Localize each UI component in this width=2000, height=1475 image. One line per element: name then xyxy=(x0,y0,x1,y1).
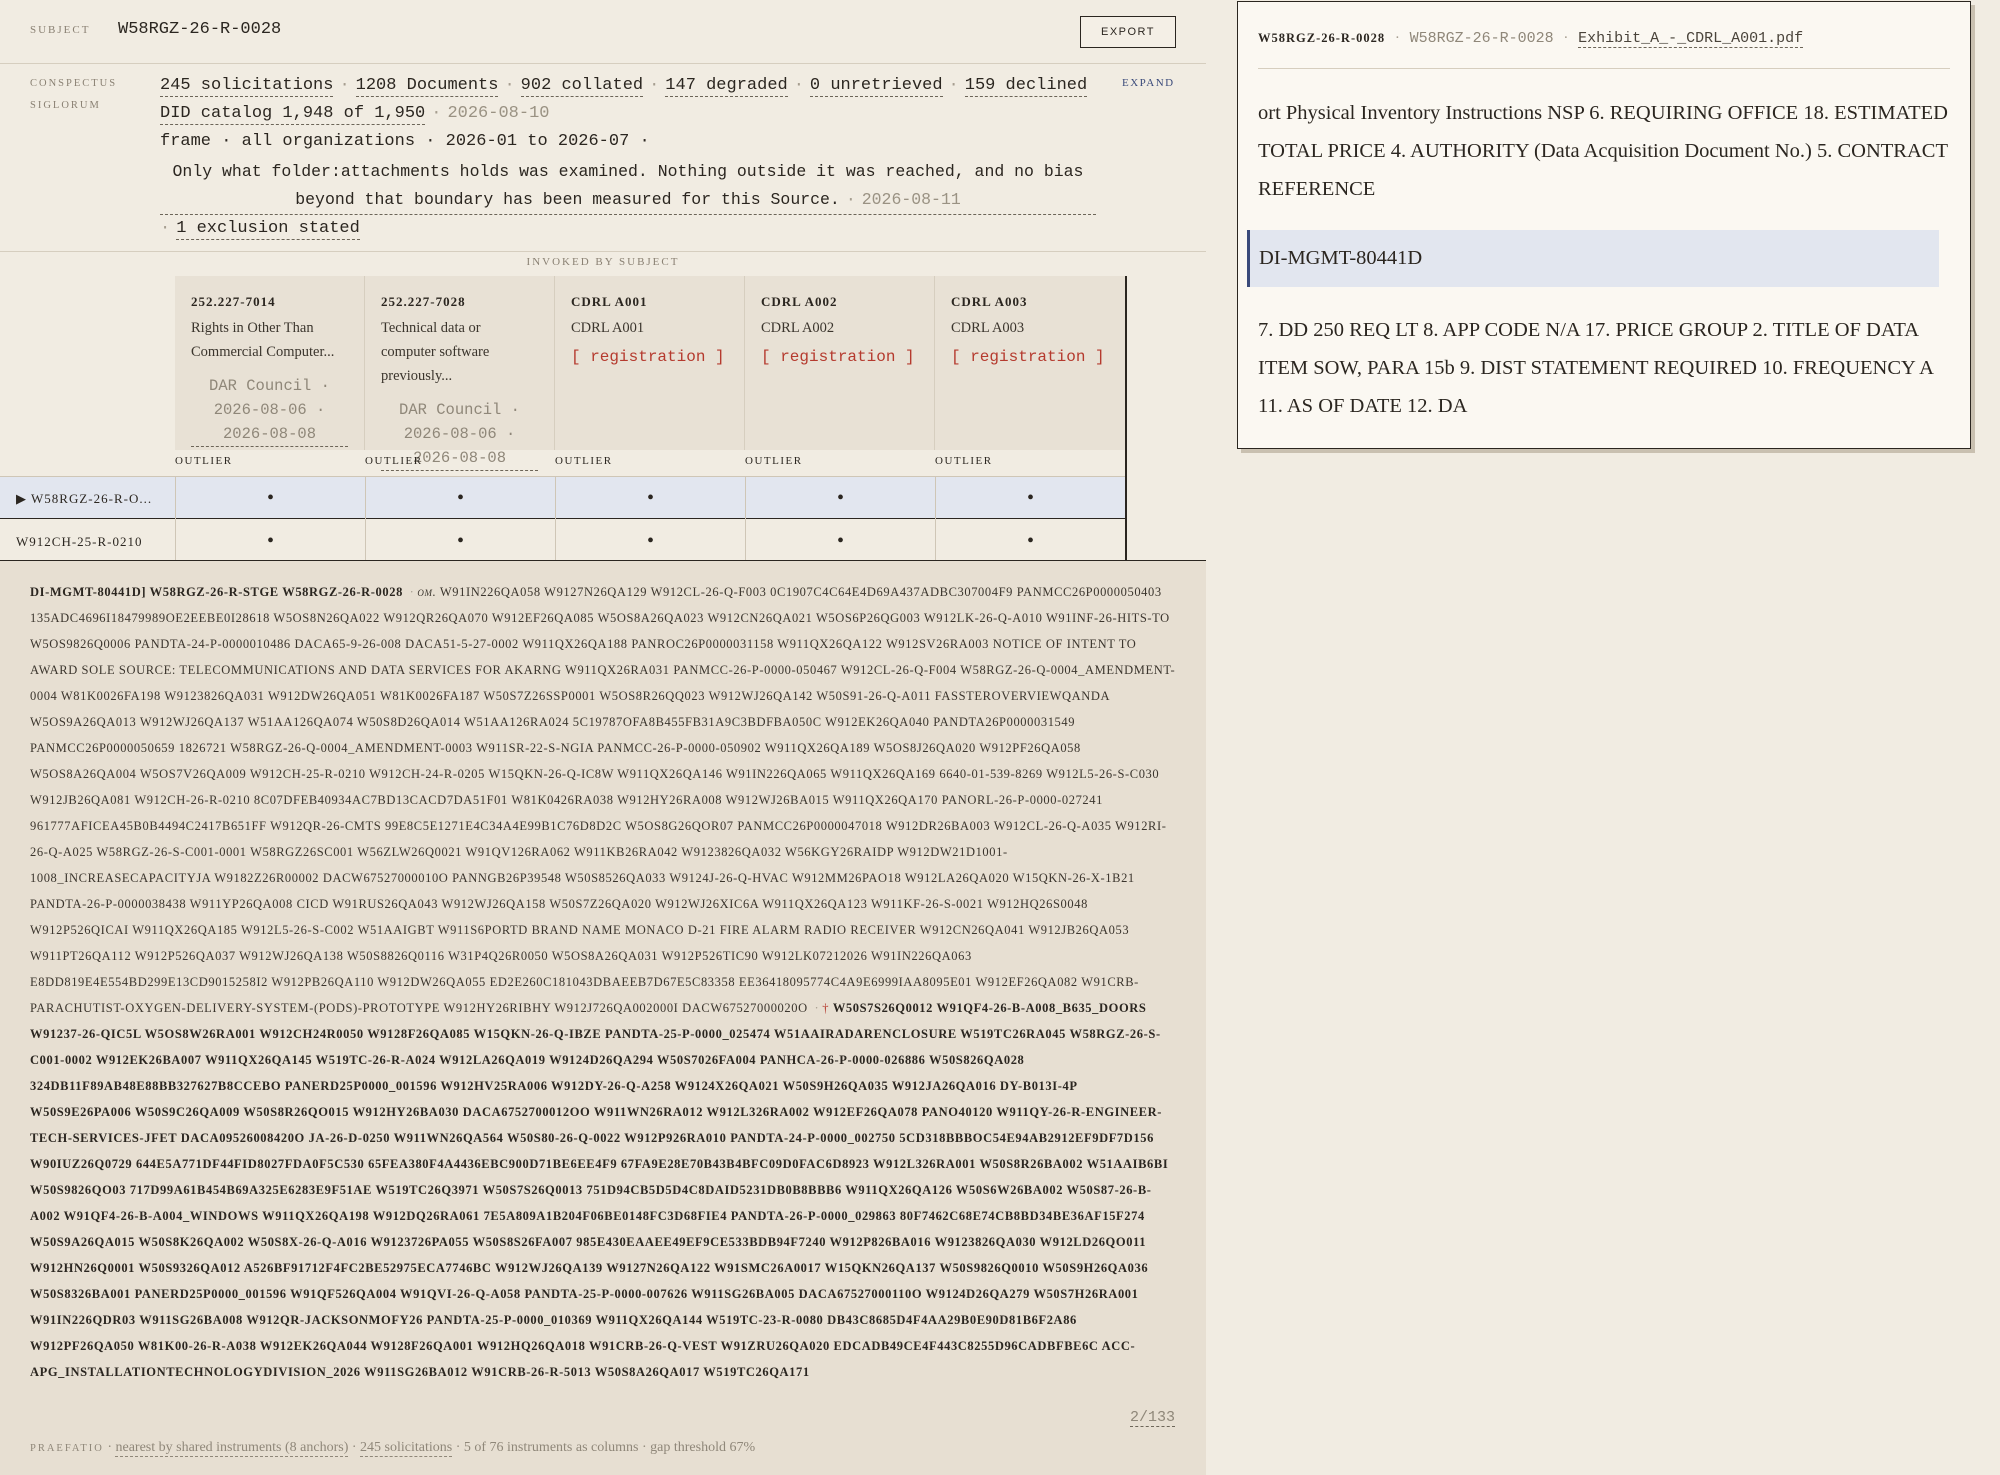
frame-line: frame · all organizations · 2026-01 to 2026-07 · xyxy=(160,132,650,151)
document-text-before: ort Physical Inventory Instructions NSP 6. REQUIRING OFFICE 18. ESTIMATED TOTAL PRICE 4. AUTHORITY (Data Acquisition Document No.) 5. CONTRACT REFERENCE xyxy=(1258,102,1948,200)
row-label: ▶ W58RGZ-26-R-O... xyxy=(16,491,153,506)
matrix-cell[interactable]: • xyxy=(175,477,365,520)
catalog-count[interactable]: DID catalog 1,948 of 1,950 xyxy=(160,104,426,123)
row-label: W912CH-25-R-0210 xyxy=(16,534,143,549)
registration-link[interactable]: [ registration ] xyxy=(761,348,915,366)
matrix-right-border xyxy=(1125,276,1127,560)
highlighted-match: DI-MGMT-80441D xyxy=(1247,230,1939,287)
matrix-row-selected[interactable] xyxy=(0,476,1127,519)
invoked-by-subject-label: INVOKED BY SUBJECT xyxy=(526,256,680,268)
outlier-label: OUTLIER xyxy=(935,455,993,467)
scope-statement: Only what folder:attachments holds was examined. Nothing outside it was reached, and no bias beyond that boundary has been measured for this Source. · 2026-08-11 xyxy=(160,158,1096,215)
column-cdrl-a002[interactable] xyxy=(745,276,935,450)
token-group-1[interactable]: W91IN226QA058 W9127N26QA129 W912CL-26-Q-F003 0C1907C4C64E4D69A437ADBC307004F9 PANMCC26P0000050403 135ADC4696I18479989OE2EEBE0I28618 W5OS8N26QA022 W912QR26QA070 W912EF26QA085 W5OS8A26QA023 W912CN26QA021 W5OS6P26QG003 W912LK-26-Q-A010 W91INF-26-HITS-TO W5OS9826Q0006 PANDTA-24-P-0000010486 DACA65-9-26-008 DACA51-5-27-0002 W911QX26QA188 PANROC26P0000031158 W911QX26QA122 W912SV26RA003 NOTICE OF INTENT TO AWARD SOLE SOURCE: TELECOMMUNICATIONS AND DATA SERVICES FOR AKARNG W911QX26RA031 PANMCC-26-P-0000-050467 W912CL-26-Q-F004 W58RGZ-26-Q-0004_AMENDMENT-0004 W81K0026FA198 W9123826QA031 W912DW26QA051 W81K0026FA187 W50S7Z26SSP0001 W5OS8R26QQ023 W912WJ26QA142 W50S91-26-Q-A011 FASSTEROVERVIEWQANDA W5OS9A26QA013 W912WJ26QA137 W51AA126QA074 W50S8D26QA014 W51AA126RA024 5C19787OFA8B455FB31A9C3BDFBA050C W912EK26QA040 PANDTA26P0000031549 PANMCC26P0000050659 1826721 W58RGZ-26-Q-0004_AMENDMENT-0003 W911SR-22-S-NGIA PANMCC-26-P-0000-050902 W911QX26QA189 W5OS8J26QA020 W912PF26QA058 W5OS8A26QA004 W5OS7V26QA009 W912CH-25-R-0210 W912CH-24-R-0205 W15QKN-26-Q-IC8W W911QX26QA146 W91IN226QA065 W911QX26QA169 6640-01-539-8269 W912L5-26-S-C030 W912JB26QA081 W912CH-26-R-0210 8C07DFEB40934AC7BD13CACD7DA51F01 W81K0426RA038 W912HY26RA008 W912WJ26BA015 W911QX26QA170 PANORL-26-P-0000-027241 961777AFICEA45B0B4494C2417B651FF W912QR-26-CMTS 99E8C5E1271E4C34A4E99B1C76D8D2C W5OS8G26QOR07 PANMCC26P0000047018 W912DR26BA003 W912CL-26-Q-A035 W912RI-26-Q-A025 W58RGZ-26-S-C001-0001 W58RGZ26SC001 W56ZLW26Q0021 W91QV126RA062 W911KB26RA042 W9123826QA032 W56KGY26RAIDP W912DW21D1001-1008_INCREASECAPACITYJA W9182Z26R00002 DACW67527000010O PANNGB26P39548 W50S8526QA033 W9124J-26-Q-HVAC W912MM26PAO18 W912LA26QA020 W15QKN-26-X-1B21 PANDTA-26-P-0000038438 W911YP26QA008 CICD W91RUS26QA043 W912WJ26QA158 W50S7Z26QA020 W912WJ26XIC6A W911QX26QA123 W911KF-26-S-0021 W912HQ26S0048 W912P526QICAI W911QX26QA185 W912L5-26-S-C002 W51AAIGBT W911S6PORTD BRAND NAME MONACO D-21 FIRE ALARM RADIO RECEIVER W912CN26QA041 W912JB26QA053 W911PT26QA112 W912P526QA037 W912WJ26QA138 W50S8826Q0116 W31P4Q26R0050 W5OS8A26QA031 W912P526TIC90 W912LK07212026 W91IN226QA063 E8DD819E4E554BD299E13CD9015258I2 W912PB26QA110 W912DW26QA055 ED2E260C181043DBAEEB7D67E5C83358 EE36418095774C4A9E6999IAA8095E01 W912EF26QA082 W91CRB-PARACHUTIST-OXYGEN-DELIVERY-SYSTEM-(PODS)-PROTOTYPE W912HY26RIBHY W912J726QA002000I DACW67527000020O xyxy=(30,585,1176,1015)
column-code: 252.227-7014 xyxy=(191,294,276,309)
exclusion-line: · 1 exclusion stated xyxy=(160,219,360,238)
matrix-cell[interactable]: • xyxy=(935,477,1125,520)
solicitation-token-panel xyxy=(0,560,1206,1475)
subject-value: W58RGZ-26-R-0028 xyxy=(118,20,282,39)
viewer-solicitation-mono: W58RGZ-26-R-0028 xyxy=(1409,30,1554,47)
stat-solicitations[interactable]: 245 solicitations xyxy=(160,76,334,95)
siglorum-label: SIGLORUM xyxy=(30,100,101,111)
scope-date: 2026-08-11 xyxy=(861,190,961,209)
column-meta: DAR Council · 2026-08-06 · 2026-08-08 xyxy=(191,374,348,447)
page-indicator[interactable]: 2/133 xyxy=(1130,1409,1176,1426)
viewer-divider xyxy=(1258,68,1950,69)
expand-button[interactable]: EXPAND xyxy=(1122,77,1175,89)
outlier-label: OUTLIER xyxy=(175,455,233,467)
registration-link[interactable]: [ registration ] xyxy=(571,348,725,366)
matrix-row[interactable] xyxy=(0,520,1127,563)
stat-declined[interactable]: 159 declined xyxy=(964,76,1088,95)
praefatio-label: PRAEFATIO xyxy=(30,1443,104,1454)
anchors-link[interactable]: nearest by shared instruments (8 anchors) xyxy=(115,1440,349,1455)
gap-threshold: gap threshold 67% xyxy=(650,1440,756,1455)
viewer-solicitation: W58RGZ-26-R-0028 xyxy=(1258,31,1386,45)
column-cdrl-a001[interactable] xyxy=(555,276,745,450)
columns-info: 5 of 76 instruments as columns xyxy=(463,1440,639,1455)
stats-line: 245 solicitations · 1208 Documents · 902 collated · 147 degraded · 0 unretrieved · 159 declined xyxy=(160,76,1088,95)
stat-unretrieved[interactable]: 0 unretrieved xyxy=(809,76,943,95)
solicitations-link[interactable]: 245 solicitations xyxy=(360,1440,453,1455)
outlier-label: OUTLIER xyxy=(365,455,423,467)
document-text-after: 7. DD 250 REQ LT 8. APP CODE N/A 17. PRICE GROUP 2. TITLE OF DATA ITEM SOW, PARA 15b 9. DIST STATEMENT REQUIRED 10. FREQUENCY A 11. AS OF DATE 12. DA xyxy=(1258,319,1933,417)
matrix-cell[interactable]: • xyxy=(175,520,365,563)
export-button[interactable]: EXPORT xyxy=(1080,16,1176,48)
registration-link[interactable]: [ registration ] xyxy=(951,348,1105,366)
column-code: 252.227-7028 xyxy=(381,294,466,309)
token-list: DI-MGMT-80441D] W58RGZ-26-R-STGE W58RGZ-26-R-0028 · om. W91IN226QA058 W9127N26QA129 W912CL-26-Q-F003 0C1907C4C64E4D69A437ADBC307004F9 PANMCC26P0000050403 135ADC4696I18479989OE2EEBE0I28618 W5OS8N26QA022 W912QR26QA070 W912EF26QA085 W5OS8A26QA023 W912CN26QA021 W5OS6P26QG003 W912LK-26-Q-A010 W91INF-26-HITS-TO W5OS9826Q0006 PANDTA-24-P-0000010486 DACA65-9-26-008 DACA51-5-27-0002 W911QX26QA188 PANROC26P0000031158 W911QX26QA122 W912SV26RA003 NOTICE OF INTENT TO AWARD SOLE SOURCE: TELECOMMUNICATIONS AND DATA SERVICES FOR AKARNG W911QX26RA031 PANMCC-26-P-0000-050467 W912CL-26-Q-F004 W58RGZ-26-Q-0004_AMENDMENT-0004 W81K0026FA198 W9123826QA031 W912DW26QA051 W81K0026FA187 W50S7Z26SSP0001 W5OS8R26QQ023 W912WJ26QA142 W50S91-26-Q-A011 FASSTEROVERVIEWQANDA W5OS9A26QA013 W912WJ26QA137 W51AA126QA074 W50S8D26QA014 W51AA126RA024 5C19787OFA8B455FB31A9C3BDFBA050C W912EK26QA040 PANDTA26P0000031549 PANMCC26P0000050659 1826721 W58RGZ-26-Q-0004_AMENDMENT-0003 W911SR-22-S-NGIA PANMCC-26-P-0000-050902 W911QX26QA189 W5OS8J26QA020 W912PF26QA058 W5OS8A26QA004 W5OS7V26QA009 W912CH-25-R-0210 W912CH-24-R-0205 W15QKN-26-Q-IC8W W911QX26QA146 W91IN226QA065 W911QX26QA169 6640-01-539-8269 W912L5-26-S-C030 W912JB26QA081 W912CH-26-R-0210 8C07DFEB40934AC7BD13CACD7DA51F01 W81K0426RA038 W912HY26RA008 W912WJ26BA015 W911QX26QA170 PANORL-26-P-0000-027241 961777AFICEA45B0B4494C2417B651FF W912QR-26-CMTS 99E8C5E1271E4C34A4E99B1C76D8D2C W5OS8G26QOR07 PANMCC26P0000047018 W912DR26BA003 W912CL-26-Q-A035 W912RI-26-Q-A025 W58RGZ-26-S-C001-0001 W58RGZ26SC001 W56ZLW26Q0021 W91QV126RA062 W911KB26RA042 W9123826QA032 W56KGY26RAIDP W912DW21D1001-1008_INCREASECAPACITYJA W9182Z26R00002 DACW67527000010O PANNGB26P39548 W50S8526QA033 W9124J-26-Q-HVAC W912MM26PAO18 W912LA26QA020 W15QKN-26-X-1B21 PANDTA-26-P-0000038438 W911YP26QA008 CICD W91RUS26QA043 W912WJ26QA158 W50S7Z26QA020 W912WJ26XIC6A W911QX26QA123 W911KF-26-S-0021 W912HQ26S0048 W912P526QICAI W911QX26QA185 W912L5-26-S-C002 W51AAIGBT W911S6PORTD BRAND NAME MONACO D-21 FIRE ALARM RADIO RECEIVER W912CN26QA041 W912JB26QA053 W911PT26QA112 W912P526QA037 W912WJ26QA138 W50S8826Q0116 W31P4Q26R0050 W5OS8A26QA031 W912P526TIC90 W912LK07212026 W91IN226QA063 E8DD819E4E554BD299E13CD9015258I2 W912PB26QA110 W912DW26QA055 ED2E260C181043DBAEEB7D67E5C83358 EE36418095774C4A9E6999IAA8095E01 W912EF26QA082 W91CRB-PARACHUTIST-OXYGEN-DELIVERY-SYSTEM-(PODS)-PROTOTYPE W912HY26RIBHY W912J726QA002000I DACW67527000020O · † W50S7S26Q0012 W91QF4-26-B-A008_B635_DOORS W91237-26-QIC5L W5OS8W26RA001 W912CH24R0050 W9128F26QA085 W15QKN-26-Q-IBZE PANDTA-25-P-0000_025474 W51AAIRADARENCLOSURE W519TC26RA045 W58RGZ-26-S-C001-0002 W912EK26BA007 W911QX26QA145 W519TC-26-R-A024 W912LA26QA019 W9124D26QA294 W50S7026FA004 PANHCA-26-P-0000-026886 W50S826QA028 324DB11F89AB48E88BB327627B8CCEBO PANERD25P0000_001596 W912HV25RA006 W912DY-26-Q-A258 W9124X26QA021 W50S9H26QA035 W912JA26QA016 DY-B013I-4P W50S9E26PA006 W50S9C26QA009 W50S8R26QO015 W912HY26BA030 DACA6752700012OO W911WN26RA012 W912L326RA002 W912EF26QA078 PANO40120 W911QY-26-R-ENGINEER-TECH-SERVICES-JFET DACA09526008420O JA-26-D-0250 W911WN26QA564 W50S80-26-Q-0022 W912P926RA010 PANDTA-24-P-0000_002750 5CD318BBBOC54E94AB2912EF9DF7D156 W90IUZ26Q0729 644E5A771DF44FID8027FDA0F5C530 65FEA380F4A4436EBC900D71BE6EE4F9 67FA9E28E70B43B4BFC09D0FAC6D8923 W912L326RA001 W50S8R26BA002 W51AAIB6BI W50S9826QO03 717D99A61B454B69A325E6283E9F51AE W519TC26Q3971 W50S7S26Q0013 751D94CB5D5D4C8DAID5231DB0B8BBB6 W911QX26QA126 W50S6W26BA002 W50S87-26-B-A002 W91QF4-26-B-A004_WINDOWS W911QX26QA198 W912DQ26RA061 7E5A809A1B204F06BE0148FC3D68FIE4 PANDTA-26-P-0000_029863 80F7462C68E74CB8BD34BE36AF15F274 W50S9A26QA015 W50S8K26QA002 W50S8X-26-Q-A016 W9123726PA055 W50S8S26FA007 985E430EAAEE49EF9CE533BDB94F7240 W912P826BA016 W9123826QA030 W912LD26QO011 W912HN26Q0001 W50S9326QA012 A526BF91712F4FC2BE52975ECA7746BC W912WJ26QA139 W9127N26QA122 W91SMC26A0017 W15QKN26QA137 W50S9826Q0010 W50S9H26QA036 W50S8326BA001 PANERD25P0000_001596 W91QF526QA004 W91QVI-26-Q-A058 PANDTA-25-P-0000-007626 W911SG26BA005 DACA67527000110O W9124D26QA279 W50S7H26RA001 W91IN226QDR03 W911SG26BA008 W912QR-JACKSONMOFY26 PANDTA-25-P-0000_010369 W911QX26QA144 W519TC-23-R-0080 DB43C8685D4F4AA29B0E90D81B6F2A86 W912PF26QA050 W81K00-26-R-A038 W912EK26QA044 W9128F26QA001 W912HQ26QA018 W91CRB-26-Q-VEST W91ZRU26QA020 EDCADB49CE4F443C8255D96CADBFBE6C ACC-APG_INSTALLATIONTECHNOLOGYDIVISION_2026 W911SG26BA012 W91CRB-26-R-5013 W50S8A26QA017 W519TC26QA171 xyxy=(30,585,1176,1379)
outlier-label: OUTLIER xyxy=(745,455,803,467)
viewer-header: W58RGZ-26-R-0028 · W58RGZ-26-R-0028 · Exhibit_A_-_CDRL_A001.pdf xyxy=(1258,30,1804,47)
column-code: CDRL A001 xyxy=(571,294,648,309)
viewer-file-link[interactable]: Exhibit_A_-_CDRL_A001.pdf xyxy=(1578,30,1804,47)
catalog-line: DID catalog 1,948 of 1,950 · 2026-08-10 xyxy=(160,104,550,123)
token-group-2[interactable]: W50S7S26Q0012 W91QF4-26-B-A008_B635_DOORS W91237-26-QIC5L W5OS8W26RA001 W912CH24R0050 W9128F26QA085 W15QKN-26-Q-IBZE PANDTA-25-P-0000_025474 W51AAIRADARENCLOSURE W519TC26RA045 W58RGZ-26-S-C001-0002 W912EK26BA007 W911QX26QA145 W519TC-26-R-A024 W912LA26QA019 W9124D26QA294 W50S7026FA004 PANHCA-26-P-0000-026886 W50S826QA028 324DB11F89AB48E88BB327627B8CCEBO PANERD25P0000_001596 W912HV25RA006 W912DY-26-Q-A258 W9124X26QA021 W50S9H26QA035 W912JA26QA016 DY-B013I-4P W50S9E26PA006 W50S9C26QA009 W50S8R26QO015 W912HY26BA030 DACA6752700012OO W911WN26RA012 W912L326RA002 W912EF26QA078 PANO40120 W911QY-26-R-ENGINEER-TECH-SERVICES-JFET DACA09526008420O JA-26-D-0250 W911WN26QA564 W50S80-26-Q-0022 W912P926RA010 PANDTA-24-P-0000_002750 5CD318BBBOC54E94AB2912EF9DF7D156 W90IUZ26Q0729 644E5A771DF44FID8027FDA0F5C530 65FEA380F4A4436EBC900D71BE6EE4F9 67FA9E28E70B43B4BFC09D0FAC6D8923 W912L326RA001 W50S8R26BA002 W51AAIB6BI W50S9826QO03 717D99A61B454B69A325E6283E9F51AE W519TC26Q3971 W50S7S26Q0013 751D94CB5D5D4C8DAID5231DB0B8BBB6 W911QX26QA126 W50S6W26BA002 W50S87-26-B-A002 W91QF4-26-B-A004_WINDOWS W911QX26QA198 W912DQ26RA061 7E5A809A1B204F06BE0148FC3D68FIE4 PANDTA-26-P-0000_029863 80F7462C68E74CB8BD34BE36AF15F274 W50S9A26QA015 W50S8K26QA002 W50S8X-26-Q-A016 W9123726PA055 W50S8S26FA007 985E430EAAEE49EF9CE533BDB94F7240 W912P826BA016 W9123826QA030 W912LD26QO011 W912HN26Q0001 W50S9326QA012 A526BF91712F4FC2BE52975ECA7746BC W912WJ26QA139 W9127N26QA122 W91SMC26A0017 W15QKN26QA137 W50S9826Q0010 W50S9H26QA036 W50S8326BA001 PANERD25P0000_001596 W91QF526QA004 W91QVI-26-Q-A058 PANDTA-25-P-0000-007626 W911SG26BA005 DACA67527000110O W9124D26QA279 W50S7H26RA001 W91IN226QDR03 W911SG26BA008 W912QR-JACKSONMOFY26 PANDTA-25-P-0000_010369 W911QX26QA144 W519TC-23-R-0080 DB43C8685D4F4AA29B0E90D81B6F2A86 W912PF26QA050 W81K00-26-R-A038 W912EK26QA044 W9128F26QA001 W912HQ26QA018 W91CRB-26-Q-VEST W91ZRU26QA020 EDCADB49CE4F443C8255D96CADBFBE6C ACC-APG_INSTALLATIONTECHNOLOGYDIVISION_2026 W911SG26BA012 W91CRB-26-R-5013 W50S8A26QA017 W519TC26QA171 xyxy=(30,1001,1169,1379)
column-code: CDRL A002 xyxy=(761,294,838,309)
column-title: CDRL A003 xyxy=(951,320,1025,336)
document-viewer xyxy=(1237,1,1971,449)
column-252-227-7014[interactable] xyxy=(175,276,365,450)
stat-degraded[interactable]: 147 degraded xyxy=(665,76,788,95)
matrix-cell[interactable]: • xyxy=(745,520,935,563)
matrix-cell[interactable]: • xyxy=(365,520,555,563)
token-lead[interactable]: DI-MGMT-80441D] W58RGZ-26-R-STGE W58RGZ-26-R-0028 xyxy=(30,585,403,599)
matrix-cell[interactable]: • xyxy=(555,520,745,563)
praefatio-line: PRAEFATIO · nearest by shared instruments (8 anchors) · 245 solicitations · 5 of 76 instruments as columns · gap threshold 67% xyxy=(30,1440,756,1455)
stat-documents[interactable]: 1208 Documents xyxy=(355,76,499,95)
stat-collated[interactable]: 902 collated xyxy=(520,76,644,95)
exclusion-link[interactable]: 1 exclusion stated xyxy=(176,219,360,238)
column-title: Rights in Other Than Commercial Computer... xyxy=(191,320,335,360)
matrix-cell[interactable]: • xyxy=(555,477,745,520)
conspectus-label: CONSPECTUS xyxy=(30,78,118,89)
matrix-cell[interactable]: • xyxy=(935,520,1125,563)
omitted-marker: om. xyxy=(417,585,437,599)
scope-text: Only what folder:attachments holds was examined. Nothing outside it was reached, and no bias beyond that boundary has been measured for this Source. xyxy=(172,162,1084,209)
column-title: CDRL A002 xyxy=(761,320,835,336)
matrix-rows xyxy=(0,476,1127,562)
column-cdrl-a003[interactable] xyxy=(935,276,1125,450)
subject-label: SUBJECT xyxy=(30,24,91,36)
column-title: CDRL A001 xyxy=(571,320,645,336)
catalog-date: 2026-08-10 xyxy=(447,104,550,123)
outlier-label: OUTLIER xyxy=(555,455,613,467)
matrix-cell[interactable]: • xyxy=(365,477,555,520)
column-meta: DAR Council · 2026-08-06 · 2026-08-08 xyxy=(381,398,538,471)
subject-bar xyxy=(0,0,1206,64)
column-code: CDRL A003 xyxy=(951,294,1028,309)
matrix-cell[interactable]: • xyxy=(745,477,935,520)
dagger-marker: † xyxy=(822,1001,830,1015)
conspectus-section xyxy=(0,64,1206,252)
column-title: Technical data or computer software previously... xyxy=(381,320,490,384)
